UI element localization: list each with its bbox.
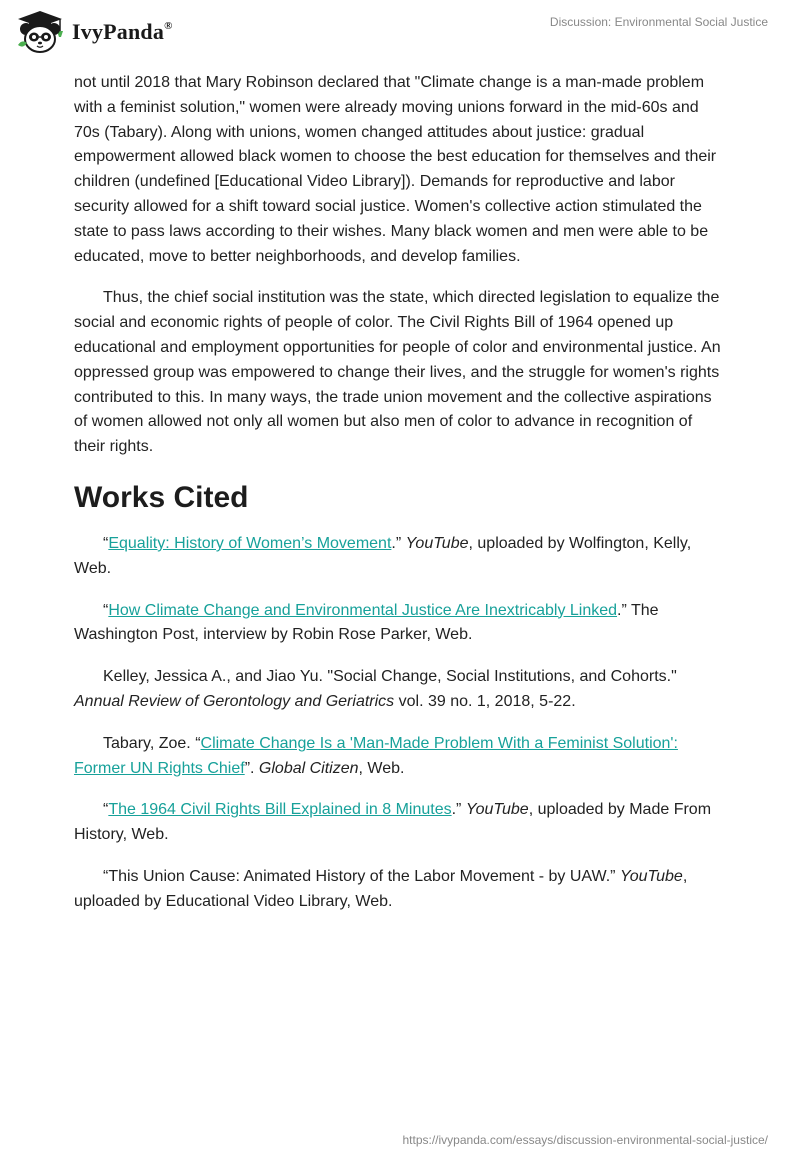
source-url[interactable]: https://ivypanda.com/essays/discussion-environmental-social-justice/ bbox=[402, 1133, 768, 1147]
citation-link[interactable]: Equality: History of Women’s Movement bbox=[108, 534, 392, 552]
citation-entry: “This Union Cause: Animated History of the Labor Movement - by UAW.” YouTube, uploaded by Educational Video Library, Web. bbox=[74, 867, 688, 910]
citation-link[interactable]: The 1964 Civil Rights Bill Explained in 8 Minutes bbox=[108, 801, 452, 819]
ivypanda-logo[interactable] bbox=[14, 8, 173, 56]
document-title: Discussion: Environmental Social Justice bbox=[549, 15, 768, 29]
essay-content bbox=[74, 71, 724, 932]
works-cited-heading: Works Cited bbox=[74, 480, 249, 514]
page-header bbox=[0, 0, 800, 64]
citation-entry: Tabary, Zoe. “Climate Change Is a 'Man-Made Problem With a Feminist Solution': Former UN Rights Chief”. Global Citizen, Web. bbox=[74, 734, 678, 777]
citation-entry: “How Climate Change and Environmental Justice Are Inextricably Linked.” The Washington Post, interview by Robin Rose Parker, Web. bbox=[74, 601, 659, 644]
citation-link[interactable]: How Climate Change and Environmental Justice Are Inextricably Linked bbox=[108, 601, 618, 619]
citation-entry: Kelley, Jessica A., and Jiao Yu. "Social Change, Social Institutions, and Cohorts." Annual Review of Gerontology and Geriatrics vol. 39 no. 1, 2018, 5-22. bbox=[74, 668, 677, 710]
brand-name: IvyPanda® bbox=[72, 19, 173, 44]
citation-link[interactable]: Climate Change Is a 'Man-Made Problem With a Feminist Solution': Former UN Rights Chief bbox=[74, 734, 678, 777]
citation-entry: “The 1964 Civil Rights Bill Explained in 8 Minutes.” YouTube, uploaded by Made From History, Web. bbox=[74, 801, 712, 844]
body-paragraph: Thus, the chief social institution was the state, which directed legislation to equalize the social and economic rights of people of color. The Civil Rights Bill of 1964 opened up educational and employment opportunities for people of color and environmental justice. An oppressed group was empowered to change their lives, and the struggle for women's rights contributed to this. In many ways, the trade union movement and the collective aspirations of women allowed not only all women but also men of color to advance in recognition of their rights. bbox=[74, 289, 721, 456]
body-paragraph: not until 2018 that Mary Robinson declared that "Climate change is a man-made problem with a feminist solution," women were already moving unions forward in the mid-60s and 70s (Tabary). Along with unions, women changed attitudes about justice: gradual empowerment allowed black women to choose the best education for themselves and their children (undefined [Educational Video Library]). Demands for reproductive and labor security allowed for a shift toward social justice. Women's collective action stimulated the state to pass laws according to their wishes. Many black women and men were able to be educated, move to better neighborhoods, and develop families. bbox=[74, 74, 717, 265]
panda-graduate-icon bbox=[14, 9, 66, 55]
citation-entry: “Equality: History of Women’s Movement.” YouTube, uploaded by Wolfington, Kelly, Web. bbox=[74, 534, 692, 577]
